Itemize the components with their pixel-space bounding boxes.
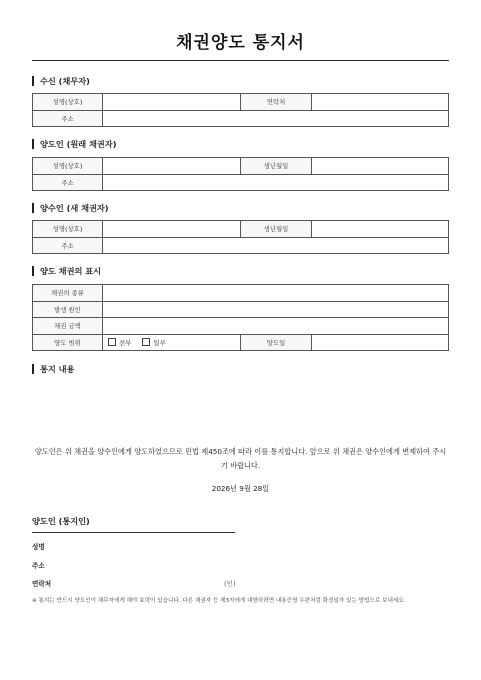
claim-date-field[interactable] [312, 334, 449, 351]
scope-full-checkbox[interactable] [108, 338, 116, 346]
assignor-table [32, 157, 449, 191]
notifier-contact-label: 연락처 [32, 580, 52, 588]
document-title: 채권양도 통지서 [176, 33, 305, 53]
assignor-birth-field[interactable] [312, 158, 449, 175]
debtor-name-field[interactable] [103, 94, 241, 111]
assignor-section-heading: 양도인 (원래 채권자) [32, 139, 116, 149]
debtor-section-heading: 수신 (채무자) [32, 76, 90, 86]
debtor-address-field[interactable] [103, 110, 449, 127]
claim-scope-options [103, 334, 241, 351]
assignee-birth-field[interactable] [312, 221, 449, 238]
notifier-address-label: 주소 [32, 562, 45, 570]
debtor-contact-field[interactable] [312, 94, 449, 111]
assignor-birth-label: 생년월일 [241, 158, 312, 175]
debtor-name-label: 성명(상호) [33, 94, 103, 111]
debtor-address-label: 주소 [33, 110, 103, 127]
assignor-address-label: 주소 [33, 174, 103, 191]
assignee-name-label: 성명(상호) [33, 221, 103, 238]
claim-cause-label: 발생 원인 [33, 301, 103, 318]
assignee-address-field[interactable] [103, 237, 449, 254]
claim-section-heading: 양도 채권의 표시 [32, 266, 101, 276]
notice-body: 양도인은 위 채권을 양수인에게 양도하였으므로 민법 제450조에 따라 이를 통지합니다. 앞으로 위 채권은 양수인에게 변제하여 주시기 바랍니다. [34, 447, 447, 470]
assignor-name-field[interactable] [103, 158, 241, 175]
claim-type-field[interactable] [103, 285, 449, 302]
notice-section-heading: 통지 내용 [32, 364, 75, 374]
notifier-heading: 양도인 (통지인) [32, 516, 90, 526]
seal-mark: (인) [224, 580, 236, 588]
title-divider [32, 60, 449, 61]
notifier-divider [32, 532, 235, 533]
assignor-name-label: 성명(상호) [33, 158, 103, 175]
claim-table [32, 284, 449, 351]
assignee-section-heading: 양수인 (새 채권자) [32, 203, 109, 213]
notice-date: 2026년 9월 28일 [211, 484, 270, 493]
claim-amount-label: 채권 금액 [33, 318, 103, 335]
scope-full-label: 전부 [119, 338, 132, 347]
debtor-table [32, 93, 449, 127]
assignee-address-label: 주소 [33, 237, 103, 254]
debtor-contact-label: 연락처 [241, 94, 312, 111]
assignee-birth-label: 생년월일 [241, 221, 312, 238]
claim-scope-label: 양도 범위 [33, 334, 103, 351]
claim-amount-field[interactable] [103, 318, 449, 335]
scope-partial-checkbox[interactable] [142, 338, 150, 346]
notifier-name-label: 성명 [32, 543, 45, 551]
assignee-table [32, 220, 449, 254]
claim-cause-field[interactable] [103, 301, 449, 318]
claim-type-label: 채권의 종류 [33, 285, 103, 302]
assignor-address-field[interactable] [103, 174, 449, 191]
scope-partial-label: 일부 [153, 338, 166, 347]
assignee-name-field[interactable] [103, 221, 241, 238]
footnote: ※ 통지는 반드시 양도인이 채무자에게 해야 효력이 있습니다. 다른 채권자 등 제3자에게 대항하려면 내용증명 우편처럼 확정일자 있는 방법으로 보내세요. [32, 598, 406, 604]
claim-date-label: 양도일 [241, 334, 312, 351]
